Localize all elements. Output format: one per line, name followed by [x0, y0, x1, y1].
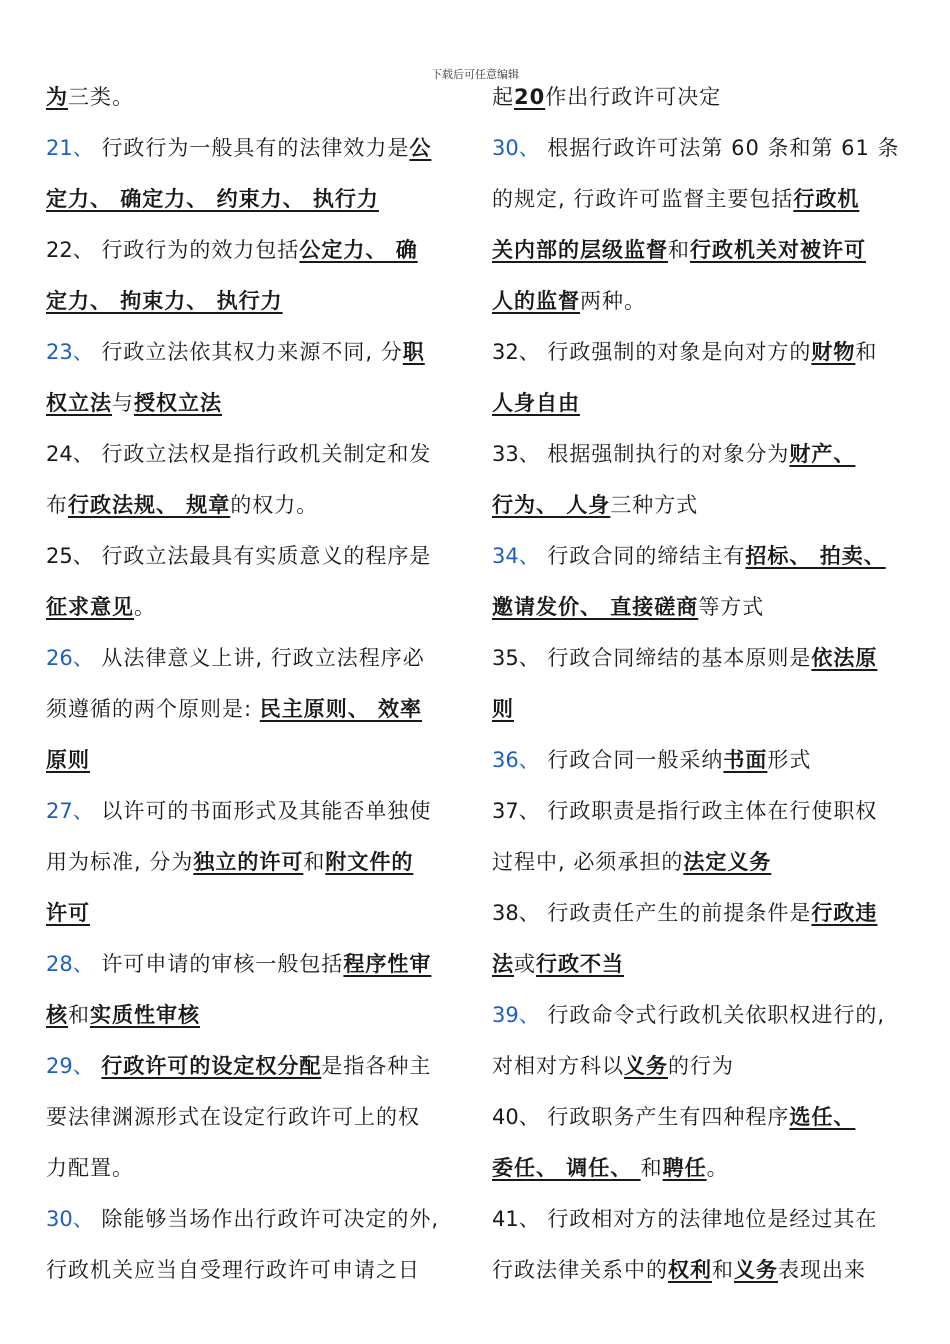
- text: 。: [706, 1156, 729, 1180]
- answer: 行为、 人身: [492, 493, 611, 517]
- answer: 征求意见: [46, 595, 134, 619]
- line: [46, 1092, 466, 1143]
- answer: 行政不当: [536, 952, 624, 976]
- line: [46, 327, 466, 378]
- text: 和: [303, 850, 326, 874]
- item-number: 26、: [46, 646, 94, 670]
- line: [46, 1143, 466, 1194]
- text: 行政合同一般采纳: [539, 748, 724, 772]
- text: 对相对方科以: [492, 1054, 624, 1078]
- right-column: [492, 72, 932, 1296]
- line: [46, 582, 466, 633]
- answer: 民主原则、 效率: [259, 697, 423, 721]
- answer: 财产、: [789, 442, 856, 466]
- line: [46, 531, 466, 582]
- line: [46, 225, 466, 276]
- text: 布: [46, 493, 68, 517]
- line: [46, 174, 466, 225]
- text: 的规定, 行政许可监督主要包括: [492, 187, 794, 211]
- answer: 依法原: [811, 646, 878, 670]
- text: 行政立法最具有实质意义的程序是: [93, 544, 432, 568]
- item-number: 37、: [492, 799, 540, 823]
- text: 与: [112, 391, 134, 415]
- text: 须遵循的两个原则是:: [46, 697, 260, 721]
- answer: 原则: [46, 748, 90, 772]
- answer: 招标、 拍卖、: [745, 544, 886, 568]
- answer: 关内部的层级监督: [492, 238, 668, 262]
- item-number: 35、: [492, 646, 540, 670]
- answer: 核: [46, 1003, 68, 1027]
- text: 行政命令式行政机关依职权进行的,: [539, 1003, 886, 1027]
- answer: 定力、 确定力、 约束力、 执行力: [46, 187, 379, 211]
- text: 形式: [767, 748, 812, 772]
- text: 表现出来: [778, 1258, 866, 1282]
- answer: 书面: [723, 748, 768, 772]
- text: 用为标准, 分为: [46, 850, 194, 874]
- line: [46, 990, 466, 1041]
- answer: 行政许可的设定权分配: [101, 1054, 322, 1078]
- text: 起: [492, 85, 514, 109]
- text: 行政立法依其权力来源不同, 分: [93, 340, 403, 364]
- text: 过程中, 必须承担的: [492, 850, 684, 874]
- answer: 人身自由: [492, 391, 580, 415]
- text: 力配置。: [46, 1156, 134, 1180]
- item-number: 22、: [46, 238, 94, 262]
- text: 从法律意义上讲, 行政立法程序必: [93, 646, 425, 670]
- line: [492, 633, 932, 684]
- line: [492, 429, 932, 480]
- line: [492, 276, 932, 327]
- text: 的权力。: [230, 493, 319, 517]
- answer: 许可: [46, 901, 90, 925]
- answer: 20: [514, 85, 546, 109]
- text: 根据强制执行的对象分为: [539, 442, 790, 466]
- text: 行政相对方的法律地位是经过其在: [539, 1207, 878, 1231]
- item-number: 23、: [46, 340, 94, 364]
- answer: 法定义务: [683, 850, 772, 874]
- text: 三类。: [68, 85, 134, 109]
- answer: 公: [409, 136, 432, 160]
- answer: 人的监督: [492, 289, 580, 313]
- answer: 实质性审核: [90, 1003, 200, 1027]
- text: 行政法律关系中的: [492, 1258, 668, 1282]
- line: [46, 684, 466, 735]
- answer: 义务: [624, 1054, 668, 1078]
- item-number: 40、: [492, 1105, 540, 1129]
- text: 除能够当场作出行政许可决定的外,: [93, 1207, 440, 1231]
- line: [492, 1245, 932, 1296]
- answer: 法: [492, 952, 514, 976]
- line: [492, 582, 932, 633]
- text: 行政合同的缔结主有: [539, 544, 746, 568]
- line: [492, 174, 932, 225]
- item-number: 41、: [492, 1207, 540, 1231]
- text: 行政机关应当自受理行政许可申请之日: [46, 1258, 420, 1282]
- line: [46, 123, 466, 174]
- line: [492, 990, 932, 1041]
- answer: 义务: [734, 1258, 778, 1282]
- text: 或: [514, 952, 536, 976]
- answer: 聘任: [662, 1156, 707, 1180]
- answer: 财物: [811, 340, 856, 364]
- answer: 定力、 拘束力、 执行力: [46, 289, 283, 313]
- text: 作出行政许可决定: [545, 85, 722, 109]
- answer: 则: [492, 697, 514, 721]
- item-number: 30、: [46, 1207, 94, 1231]
- text: 行政强制的对象是向对方的: [539, 340, 812, 364]
- text: 是指各种主: [321, 1054, 432, 1078]
- line: [492, 1092, 932, 1143]
- text: 根据行政许可法第 60 条和第 61 条: [539, 136, 900, 160]
- answer: 程序性审: [343, 952, 432, 976]
- item-number: 32、: [492, 340, 540, 364]
- text: 和: [68, 1003, 90, 1027]
- line: [492, 735, 932, 786]
- text: 行政职责是指行政主体在行使职权: [539, 799, 878, 823]
- line: [492, 72, 932, 123]
- text: 以许可的书面形式及其能否单独使: [93, 799, 432, 823]
- text: 行政行为一般具有的法律效力是: [93, 136, 410, 160]
- answer: 行政违: [811, 901, 878, 925]
- text: 要法律渊源形式在设定行政许可上的权: [46, 1105, 420, 1129]
- page-header: 下载后可任意编辑: [431, 68, 519, 81]
- text: 和: [668, 238, 690, 262]
- line: [46, 786, 466, 837]
- text: 三种方式: [610, 493, 699, 517]
- text: 。: [134, 595, 156, 619]
- line: [492, 888, 932, 939]
- answer: 权利: [668, 1258, 712, 1282]
- line: [46, 735, 466, 786]
- line: [492, 786, 932, 837]
- answer: 授权立法: [134, 391, 222, 415]
- item-number: 27、: [46, 799, 94, 823]
- line: [492, 939, 932, 990]
- line: [492, 837, 932, 888]
- line: [492, 684, 932, 735]
- line: [492, 531, 932, 582]
- left-column: [46, 72, 466, 1296]
- line: [492, 378, 932, 429]
- answer: 职: [402, 340, 425, 364]
- answer: 行政机关对被许可: [690, 238, 866, 262]
- answer: 独立的许可: [193, 850, 304, 874]
- line: [492, 1041, 932, 1092]
- line: [46, 1194, 466, 1245]
- text: 和: [712, 1258, 734, 1282]
- item-number: 39、: [492, 1003, 540, 1027]
- item-number: 38、: [492, 901, 540, 925]
- answer: 委任、 调任、: [492, 1156, 641, 1180]
- line: [46, 633, 466, 684]
- line: [46, 939, 466, 990]
- text: 行政合同缔结的基本原则是: [539, 646, 812, 670]
- text: 行政责任产生的前提条件是: [539, 901, 812, 925]
- text: 行政行为的效力包括: [93, 238, 300, 262]
- line: [492, 1143, 932, 1194]
- line: [46, 276, 466, 327]
- item-number: 36、: [492, 748, 540, 772]
- text: 许可申请的审核一般包括: [93, 952, 344, 976]
- line: [492, 123, 932, 174]
- item-number: 33、: [492, 442, 540, 466]
- text: 行政职务产生有四种程序: [539, 1105, 790, 1129]
- answer: 行政法规、 规章: [68, 493, 231, 517]
- line: [492, 480, 932, 531]
- item-number: 28、: [46, 952, 94, 976]
- answer: 权立法: [46, 391, 112, 415]
- answer: 选任、: [789, 1105, 856, 1129]
- text: 和: [640, 1156, 663, 1180]
- item-number: 30、: [492, 136, 540, 160]
- line: [46, 888, 466, 939]
- item-number: 34、: [492, 544, 540, 568]
- line: [46, 429, 466, 480]
- text: 的行为: [668, 1054, 734, 1078]
- line: [46, 1245, 466, 1296]
- answer: 行政机: [793, 187, 860, 211]
- answer: 公定力、 确: [299, 238, 418, 262]
- answer: 邀请发价、 直接磋商: [492, 595, 699, 619]
- line: [492, 327, 932, 378]
- item-number: 25、: [46, 544, 94, 568]
- line: [46, 72, 466, 123]
- text: 两种。: [580, 289, 646, 313]
- line: [46, 378, 466, 429]
- line: [492, 1194, 932, 1245]
- line: [492, 225, 932, 276]
- answer: 为: [46, 85, 68, 109]
- line: [46, 480, 466, 531]
- text: 等方式: [698, 595, 765, 619]
- answer: 附文件的: [325, 850, 414, 874]
- text: 和: [855, 340, 878, 364]
- item-number: 29、: [46, 1054, 94, 1078]
- item-number: 24、: [46, 442, 94, 466]
- item-number: 21、: [46, 136, 94, 160]
- line: [46, 837, 466, 888]
- text: 行政立法权是指行政机关制定和发: [93, 442, 432, 466]
- line: [46, 1041, 466, 1092]
